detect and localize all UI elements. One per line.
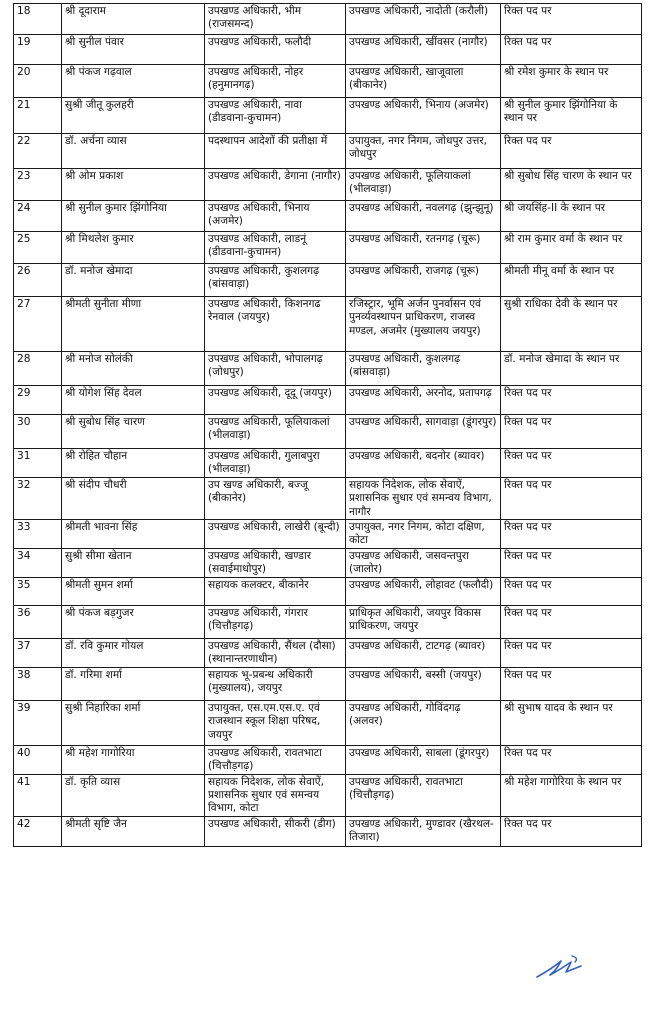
remark-cell: रिक्त पद पर xyxy=(501,134,642,169)
table-row xyxy=(14,520,642,549)
serial-number-cell: 35 xyxy=(14,577,62,605)
new-posting-cell: प्राधिकृत अधिकारी, जयपुर विकास प्राधिकरण, जयपुर xyxy=(346,605,501,638)
table-row xyxy=(14,745,642,774)
officer-name-cell: डॉ. अर्चना व्यास xyxy=(62,134,205,169)
remark-cell: श्रीमती मीनू वर्मा के स्थान पर xyxy=(501,264,642,297)
new-posting-cell: उपखण्ड अधिकारी, नवलगढ़ (झुन्झुनू) xyxy=(346,201,501,232)
remark-cell: श्री सुनील कुमार झिंगोनिया के स्थान पर xyxy=(501,98,642,134)
serial-number-cell: 20 xyxy=(14,65,62,98)
current-posting-cell: उपखण्ड अधिकारी, फलौदी xyxy=(205,35,346,65)
officer-name-cell: श्री मनोज सोलंकी xyxy=(62,352,205,386)
table-row xyxy=(14,35,642,65)
new-posting-cell: उपखण्ड अधिकारी, नादोती (करौली) xyxy=(346,4,501,35)
remark-cell: रिक्त पद पर xyxy=(501,816,642,846)
officer-name-cell: श्री रोहित चौहान xyxy=(62,449,205,478)
current-posting-cell: उपखण्ड अधिकारी, रावतभाटा (चित्तौड़गढ़) xyxy=(205,745,346,774)
current-posting-cell: उपखण्ड अधिकारी, लाखेरी (बून्दी) xyxy=(205,520,346,549)
remark-cell: रिक्त पद पर xyxy=(501,605,642,638)
remark-cell: रिक्त पद पर xyxy=(501,745,642,774)
current-posting-cell: उपखण्ड अधिकारी, खण्डार (सवाईमाधोपुर) xyxy=(205,549,346,578)
officer-name-cell: डॉ. कृति व्यास xyxy=(62,774,205,816)
officer-name-cell: श्री सुबोध सिंह चारण xyxy=(62,415,205,449)
serial-number-cell: 25 xyxy=(14,232,62,264)
serial-number-cell: 33 xyxy=(14,520,62,549)
transfer-table xyxy=(13,3,642,847)
officer-name-cell: डॉ. रवि कुमार गोयल xyxy=(62,638,205,667)
table-row xyxy=(14,98,642,134)
officer-name-cell: श्री मिथलेश कुमार xyxy=(62,232,205,264)
new-posting-cell: उपखण्ड अधिकारी, राजगढ़ (चूरू) xyxy=(346,264,501,297)
serial-number-cell: 19 xyxy=(14,35,62,65)
serial-number-cell: 21 xyxy=(14,98,62,134)
officer-name-cell: डॉ. गरिमा शर्मा xyxy=(62,667,205,700)
table-row xyxy=(14,4,642,35)
current-posting-cell: उपखण्ड अधिकारी, नावा (डीडवाना-कुचामन) xyxy=(205,98,346,134)
remark-cell: श्री महेश गागोरिया के स्थान पर xyxy=(501,774,642,816)
table-row xyxy=(14,352,642,386)
table-row xyxy=(14,577,642,605)
officer-name-cell: श्री योगेश सिंह देवल xyxy=(62,386,205,415)
current-posting-cell: उप खण्ड अधिकारी, बज्जू (बीकानेर) xyxy=(205,477,346,519)
table-row xyxy=(14,700,642,745)
new-posting-cell: उपखण्ड अधिकारी, कुशलगढ़ (बांसवाड़ा) xyxy=(346,352,501,386)
table-row xyxy=(14,667,642,700)
new-posting-cell: उपखण्ड अधिकारी, जसवन्तपुरा (जालोर) xyxy=(346,549,501,578)
new-posting-cell: रजिस्ट्रार, भूमि अर्जन पुनर्वासन एवं पुनर्व्यवस्थापन प्राधिकरण, राजस्व मण्डल, अजमेर (मुख्यालय जयपुर) xyxy=(346,297,501,352)
table-row xyxy=(14,415,642,449)
officer-name-cell: श्रीमती सुनीता मीणा xyxy=(62,297,205,352)
officer-name-cell: श्रीमती सुमन शर्मा xyxy=(62,577,205,605)
new-posting-cell: उपखण्ड अधिकारी, फूलियाकलां (भीलवाड़ा) xyxy=(346,169,501,201)
new-posting-cell: उपखण्ड अधिकारी, रावतभाटा (चित्तौड़गढ़) xyxy=(346,774,501,816)
signature-icon xyxy=(534,952,584,982)
current-posting-cell: सहायक भू-प्रबन्ध अधिकारी (मुख्यालय), जयपुर xyxy=(205,667,346,700)
current-posting-cell: उपखण्ड अधिकारी, भोपालगढ़ (जोधपुर) xyxy=(205,352,346,386)
new-posting-cell: उपखण्ड अधिकारी, रतनगढ़ (चूरू) xyxy=(346,232,501,264)
serial-number-cell: 40 xyxy=(14,745,62,774)
table-row xyxy=(14,169,642,201)
serial-number-cell: 29 xyxy=(14,386,62,415)
current-posting-cell: उपायुक्त, एस.एम.एस.ए. एवं राजस्थान स्कूल शिक्षा परिषद, जयपुर xyxy=(205,700,346,745)
current-posting-cell: उपखण्ड अधिकारी, लाडनूं (डीडवाना-कुचामन) xyxy=(205,232,346,264)
remark-cell: रिक्त पद पर xyxy=(501,477,642,519)
table-row xyxy=(14,816,642,846)
serial-number-cell: 34 xyxy=(14,549,62,578)
remark-cell: रिक्त पद पर xyxy=(501,520,642,549)
new-posting-cell: सहायक निदेशक, लोक सेवाऐं, प्रशासनिक सुधार एवं समन्वय विभाग, नागौर xyxy=(346,477,501,519)
current-posting-cell: उपखण्ड अधिकारी, डेगाना (नागौर) xyxy=(205,169,346,201)
serial-number-cell: 36 xyxy=(14,605,62,638)
table-row xyxy=(14,232,642,264)
officer-name-cell: सुश्री सीमा खेतान xyxy=(62,549,205,578)
serial-number-cell: 18 xyxy=(14,4,62,35)
remark-cell: श्री सुबोध सिंह चारण के स्थान पर xyxy=(501,169,642,201)
table-row xyxy=(14,297,642,352)
officer-name-cell: श्री सुनील कुमार झिंगोनिया xyxy=(62,201,205,232)
remark-cell: रिक्त पद पर xyxy=(501,667,642,700)
new-posting-cell: उपखण्ड अधिकारी, खींवसर (नागौर) xyxy=(346,35,501,65)
current-posting-cell: उपखण्ड अधिकारी, भीम (राजसमन्द) xyxy=(205,4,346,35)
remark-cell: डॉ. मनोज खेमादा के स्थान पर xyxy=(501,352,642,386)
new-posting-cell: उपायुक्त, नगर निगम, जोधपुर उत्तर, जोधपुर xyxy=(346,134,501,169)
serial-number-cell: 42 xyxy=(14,816,62,846)
remark-cell: सुश्री राधिका देवी के स्थान पर xyxy=(501,297,642,352)
officer-name-cell: सुश्री जीतू कुलहरी xyxy=(62,98,205,134)
remark-cell: रिक्त पद पर xyxy=(501,386,642,415)
serial-number-cell: 23 xyxy=(14,169,62,201)
new-posting-cell: उपखण्ड अधिकारी, खाजूवाला (बीकानेर) xyxy=(346,65,501,98)
table-row xyxy=(14,774,642,816)
serial-number-cell: 24 xyxy=(14,201,62,232)
remark-cell: रिक्त पद पर xyxy=(501,577,642,605)
new-posting-cell: उपखण्ड अधिकारी, गोविंदगढ़ (अलवर) xyxy=(346,700,501,745)
current-posting-cell: उपखण्ड अधिकारी, दूदू (जयपुर) xyxy=(205,386,346,415)
table-row xyxy=(14,65,642,98)
new-posting-cell: उपखण्ड अधिकारी, टाटगढ़ (ब्यावर) xyxy=(346,638,501,667)
officer-name-cell: श्री दूदाराम xyxy=(62,4,205,35)
officer-name-cell: श्री महेश गागोरिया xyxy=(62,745,205,774)
current-posting-cell: उपखण्ड अधिकारी, भिनाय (अजमेर) xyxy=(205,201,346,232)
remark-cell: रिक्त पद पर xyxy=(501,549,642,578)
remark-cell: श्री रमेश कुमार के स्थान पर xyxy=(501,65,642,98)
current-posting-cell: उपखण्ड अधिकारी, फूलियाकलां (भीलवाड़ा) xyxy=(205,415,346,449)
current-posting-cell: उपखण्ड अधिकारी, सैंथल (दौसा) (स्थानान्तरणाधीन) xyxy=(205,638,346,667)
serial-number-cell: 22 xyxy=(14,134,62,169)
table-row xyxy=(14,605,642,638)
table-row xyxy=(14,134,642,169)
table-row xyxy=(14,638,642,667)
current-posting-cell: उपखण्ड अधिकारी, गंगरार (चित्तौड़गढ़) xyxy=(205,605,346,638)
new-posting-cell: उपखण्ड अधिकारी, अरनोद, प्रतापगढ़ xyxy=(346,386,501,415)
officer-name-cell: श्रीमती सृष्टि जैन xyxy=(62,816,205,846)
serial-number-cell: 26 xyxy=(14,264,62,297)
new-posting-cell: उपखण्ड अधिकारी, लोहावट (फलौदी) xyxy=(346,577,501,605)
serial-number-cell: 28 xyxy=(14,352,62,386)
serial-number-cell: 32 xyxy=(14,477,62,519)
remark-cell: रिक्त पद पर xyxy=(501,4,642,35)
remark-cell: रिक्त पद पर xyxy=(501,638,642,667)
serial-number-cell: 39 xyxy=(14,700,62,745)
table-row xyxy=(14,449,642,478)
serial-number-cell: 37 xyxy=(14,638,62,667)
serial-number-cell: 30 xyxy=(14,415,62,449)
officer-name-cell: श्री ओम प्रकाश xyxy=(62,169,205,201)
new-posting-cell: उपखण्ड अधिकारी, साबला (डूंगरपुर) xyxy=(346,745,501,774)
new-posting-cell: उपखण्ड अधिकारी, मुण्डावर (खैरथल-तिजारा) xyxy=(346,816,501,846)
table-row xyxy=(14,549,642,578)
serial-number-cell: 41 xyxy=(14,774,62,816)
officer-name-cell: सुश्री निहारिका शर्मा xyxy=(62,700,205,745)
new-posting-cell: उपखण्ड अधिकारी, सागवाड़ा (डूंगरपुर) xyxy=(346,415,501,449)
table-row xyxy=(14,477,642,519)
officer-name-cell: श्री सुनील पंवार xyxy=(62,35,205,65)
officer-name-cell: डॉ. मनोज खेमादा xyxy=(62,264,205,297)
officer-name-cell: श्री पंकज गढ़वाल xyxy=(62,65,205,98)
current-posting-cell: सहायक निदेशक, लोक सेवाऐं, प्रशासनिक सुधार एवं समन्वय विभाग, कोटा xyxy=(205,774,346,816)
current-posting-cell: उपखण्ड अधिकारी, किशनगढ रेनवाल (जयपुर) xyxy=(205,297,346,352)
remark-cell: श्री जयसिंह-II के स्थान पर xyxy=(501,201,642,232)
current-posting-cell: उपखण्ड अधिकारी, कुशलगढ़ (बांसवाड़ा) xyxy=(205,264,346,297)
remark-cell: श्री सुभाष यादव के स्थान पर xyxy=(501,700,642,745)
remark-cell: रिक्त पद पर xyxy=(501,449,642,478)
remark-cell: रिक्त पद पर xyxy=(501,35,642,65)
officer-name-cell: श्रीमती भावना सिंह xyxy=(62,520,205,549)
serial-number-cell: 27 xyxy=(14,297,62,352)
transfer-table-body xyxy=(14,4,642,847)
serial-number-cell: 31 xyxy=(14,449,62,478)
officer-name-cell: श्री पंकज बड़गुजर xyxy=(62,605,205,638)
new-posting-cell: उपखण्ड अधिकारी, बस्सी (जयपुर) xyxy=(346,667,501,700)
current-posting-cell: उपखण्ड अधिकारी, नोहर (हनुमानगढ़) xyxy=(205,65,346,98)
table-row xyxy=(14,386,642,415)
table-row xyxy=(14,264,642,297)
new-posting-cell: उपायुक्त, नगर निगम, कोटा दक्षिण, कोटा xyxy=(346,520,501,549)
table-row xyxy=(14,201,642,232)
officer-name-cell: श्री संदीप चौधरी xyxy=(62,477,205,519)
new-posting-cell: उपखण्ड अधिकारी, भिनाय (अजमेर) xyxy=(346,98,501,134)
remark-cell: श्री राम कुमार वर्मा के स्थान पर xyxy=(501,232,642,264)
remark-cell: रिक्त पद पर xyxy=(501,415,642,449)
current-posting-cell: उपखण्ड अधिकारी, गुलाबपुरा (भीलवाड़ा) xyxy=(205,449,346,478)
current-posting-cell: सहायक कलक्टर, बीकानेर xyxy=(205,577,346,605)
current-posting-cell: पदस्थापन आदेशों की प्रतीक्षा में xyxy=(205,134,346,169)
current-posting-cell: उपखण्ड अधिकारी, सीकरी (डीग) xyxy=(205,816,346,846)
new-posting-cell: उपखण्ड अधिकारी, बदनोर (ब्यावर) xyxy=(346,449,501,478)
serial-number-cell: 38 xyxy=(14,667,62,700)
